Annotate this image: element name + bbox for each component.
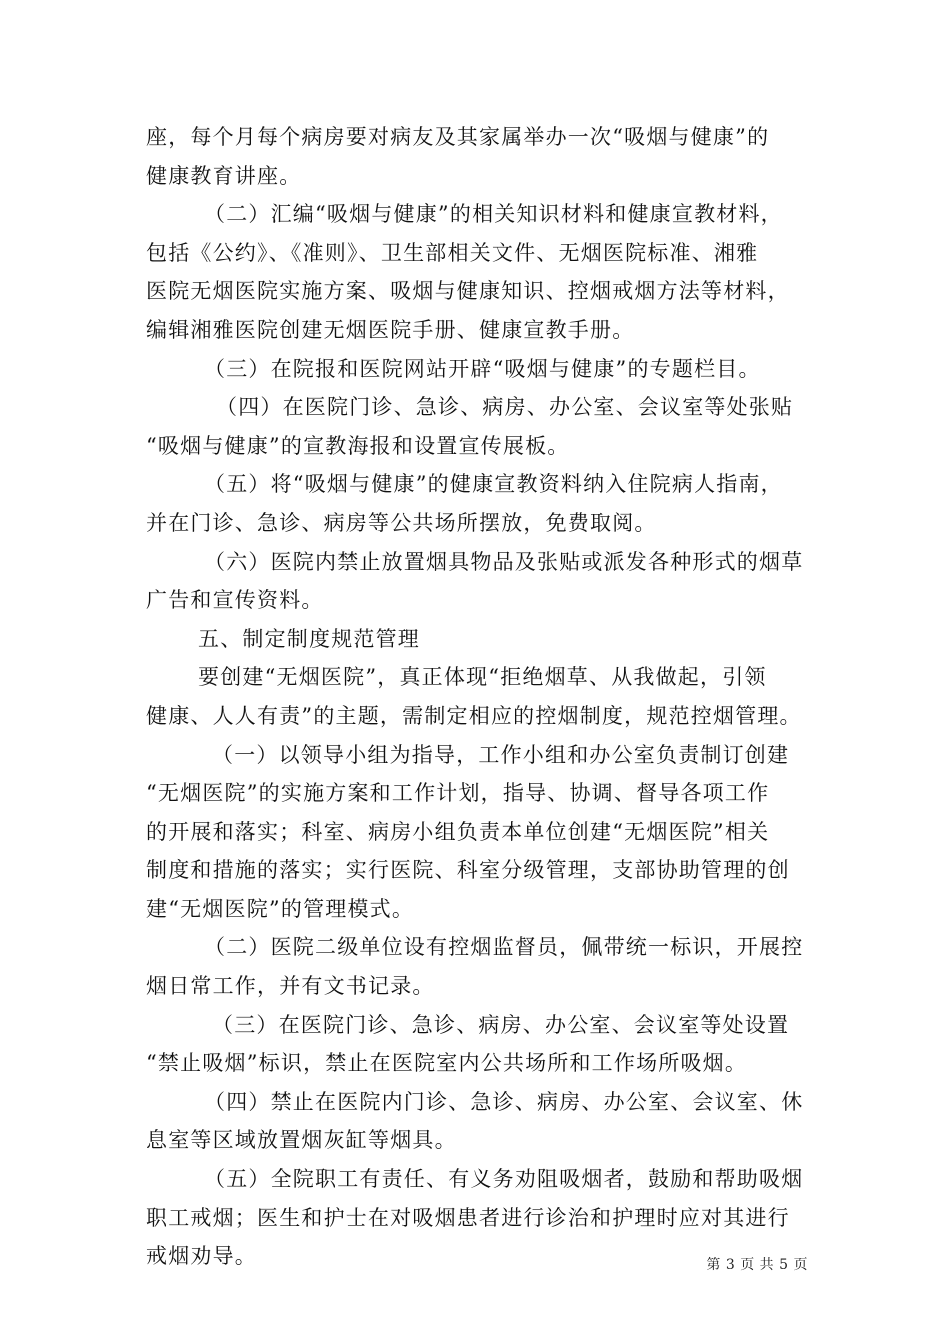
text-line: 健康、人人有责”的主题，需制定相应的控烟制度，规范控烟管理。 <box>146 703 802 728</box>
text-line: （五）全院职工有责任、有义务劝阻吸烟者，鼓励和帮助吸烟 <box>204 1167 804 1192</box>
text-line: 医院无烟医院实施方案、吸烟与健康知识、控烟戒烟方法等材料， <box>146 279 790 304</box>
text-line: 的开展和落实；科室、病房小组负责本单位创建“无烟医院”相关 <box>146 819 770 844</box>
text-line: （四）禁止在医院内门诊、急诊、病房、办公室、会议室、休 <box>204 1089 804 1114</box>
text-line: 健康教育讲座。 <box>146 163 302 188</box>
text-line: 要创建“无烟医院”，真正体现“拒绝烟草、从我做起，引领 <box>198 665 767 690</box>
text-line: 座，每个月每个病房要对病友及其家属举办一次“吸烟与健康”的 <box>146 125 770 149</box>
document-body <box>146 118 808 1276</box>
text-line: （四）在医院门诊、急诊、病房、办公室、会议室等处张贴 <box>216 395 794 420</box>
text-line: （三）在院报和医院网站开辟“吸烟与健康”的专题栏目。 <box>204 356 761 381</box>
text-line: 制度和措施的落实；实行医院、科室分级管理，支部协助管理的创 <box>146 858 790 883</box>
page-number: 第 3 页 共 5 页 <box>706 1257 808 1273</box>
text-line: 息室等区域放置烟灰缸等烟具。 <box>146 1128 457 1153</box>
text-line: “无烟医院”的实施方案和工作计划，指导、协调、督导各项工作 <box>146 781 770 806</box>
text-line: （三）在医院门诊、急诊、病房、办公室、会议室等处设置 <box>212 1012 790 1037</box>
section-heading: 五、制定制度规范管理 <box>198 626 420 651</box>
text-line: “吸烟与健康”的宣教海报和设置宣传展板。 <box>146 433 570 458</box>
text-line: （五）将“吸烟与健康”的健康宣教资料纳入住院病人指南， <box>204 472 783 497</box>
text-line: （一）以领导小组为指导，工作小组和办公室负责制订创建 <box>212 742 790 767</box>
text-line: 包括《公约》、《准则》、卫生部相关文件、无烟医院标准、湘雅 <box>146 240 759 265</box>
text-line: “禁止吸烟”标识，禁止在医院室内公共场所和工作场所吸烟。 <box>146 1051 748 1076</box>
text-line: （六）医院内禁止放置烟具物品及张贴或派发各种形式的烟草 <box>204 549 804 574</box>
text-line: 职工戒烟；医生和护士在对吸烟患者进行诊治和护理时应对其进行 <box>146 1205 790 1230</box>
text-line: （二）医院二级单位设有控烟监督员，佩带统一标识，开展控 <box>204 935 804 960</box>
text-line: 烟日常工作，并有文书记录。 <box>146 974 435 999</box>
text-line: 编辑湘雅医院创建无烟医院手册、健康宣教手册。 <box>146 317 635 342</box>
text-line: 广告和宣传资料。 <box>146 588 324 613</box>
text-line: 戒烟劝导。 <box>146 1244 257 1269</box>
text-line: （二）汇编“吸烟与健康”的相关知识材料和健康宣教材料， <box>204 202 783 227</box>
text-line: 并在门诊、急诊、病房等公共场所摆放，免费取阅。 <box>146 510 657 535</box>
text-line: 建“无烟医院”的管理模式。 <box>146 896 415 921</box>
